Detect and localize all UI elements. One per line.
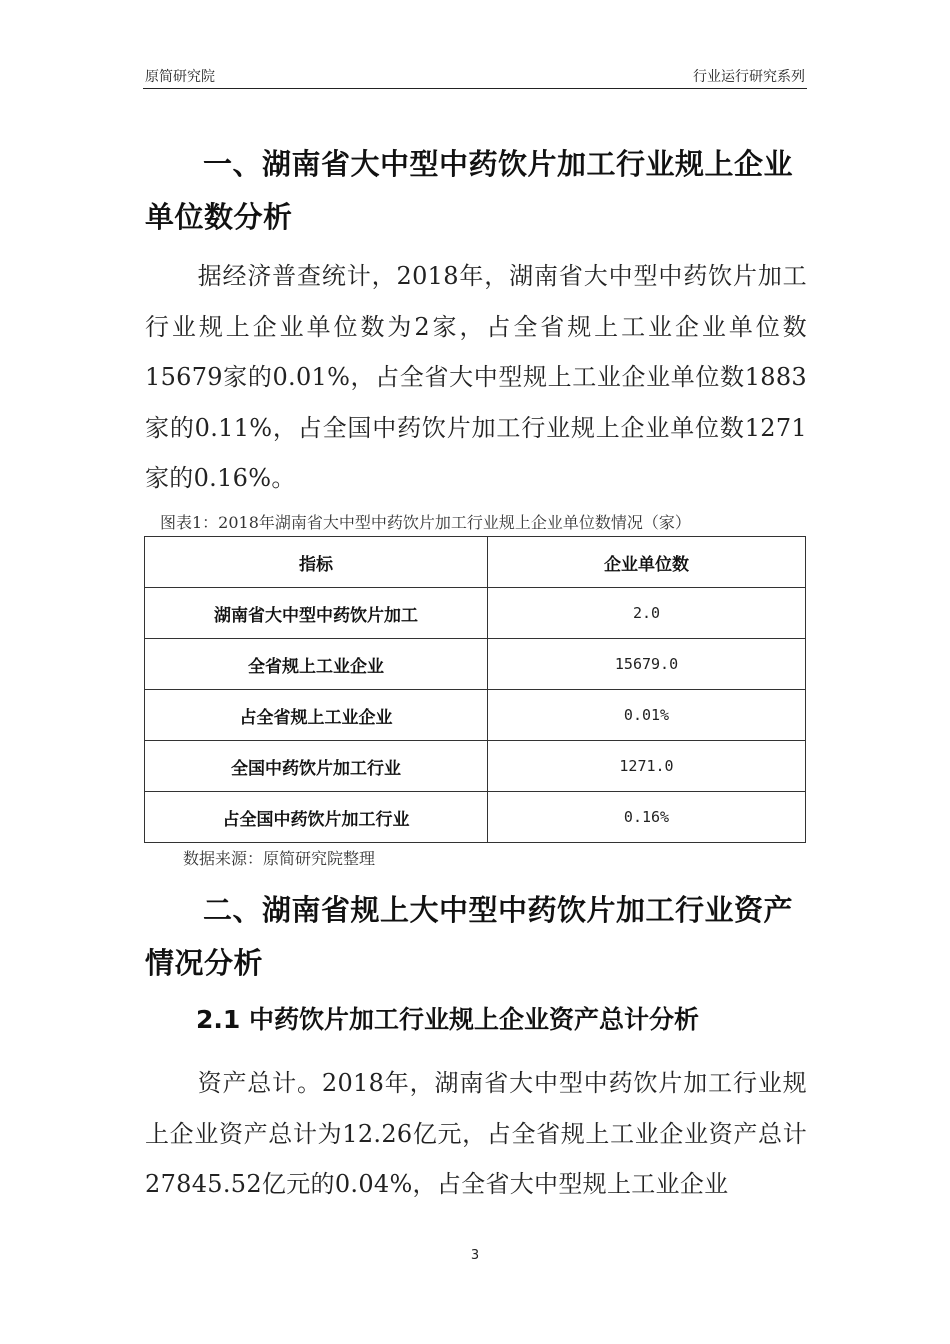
table-row (145, 741, 806, 792)
table-row-label: 全省规上工业企业 (145, 639, 488, 690)
table-caption: 图表1：2018年湖南省大中型中药饮片加工行业规上企业单位数情况（家） (160, 513, 691, 532)
table-row (145, 588, 806, 639)
section2-paragraph: 资产总计。2018年，湖南省大中型中药饮片加工行业规上企业资产总计为12.26亿元，占全省规上工业企业资产总计27845.52亿元的0.04%，占全省大中型规上工业企业 (145, 1069, 807, 1198)
section2-subheading: 2.1 中药饮片加工行业规上企业资产总计分析 (196, 1005, 699, 1034)
table-row-label: 占全省规上工业企业 (145, 690, 488, 741)
table-row-value: 15679.0 (488, 639, 806, 690)
table-row (145, 639, 806, 690)
table-row (145, 792, 806, 843)
header-org-name: 原简研究院 (145, 69, 215, 85)
table-header-count: 企业单位数 (488, 537, 806, 588)
section2-heading: 二、湖南省规上大中型中药饮片加工行业资产情况分析 (145, 893, 794, 980)
table-source: 数据来源：原简研究院整理 (183, 849, 376, 868)
data-table (144, 536, 806, 843)
table-header-row (145, 537, 806, 588)
table-row-value: 1271.0 (488, 741, 806, 792)
header-divider (143, 88, 807, 89)
table-row-value: 2.0 (488, 588, 806, 639)
table-row-label: 全国中药饮片加工行业 (145, 741, 488, 792)
table-row (145, 690, 806, 741)
header-series-name: 行业运行研究系列 (693, 69, 805, 85)
table-row-value: 0.01% (488, 690, 806, 741)
table-row-value: 0.16% (488, 792, 806, 843)
section1-paragraph: 据经济普查统计，2018年，湖南省大中型中药饮片加工行业规上企业单位数为2家，占全省规上工业企业单位数15679家的0.01%，占全省大中型规上工业企业单位数1883家的0.11%，占全国中药饮片加工行业规上企业单位数1271家的0.16%。 (145, 262, 807, 492)
section1-heading: 一、湖南省大中型中药饮片加工行业规上企业单位数分析 (145, 147, 794, 234)
table-header-indicator: 指标 (145, 537, 488, 588)
table-row-label: 湖南省大中型中药饮片加工 (145, 588, 488, 639)
table-row-label: 占全国中药饮片加工行业 (145, 792, 488, 843)
page-number: 3 (470, 1248, 480, 1263)
